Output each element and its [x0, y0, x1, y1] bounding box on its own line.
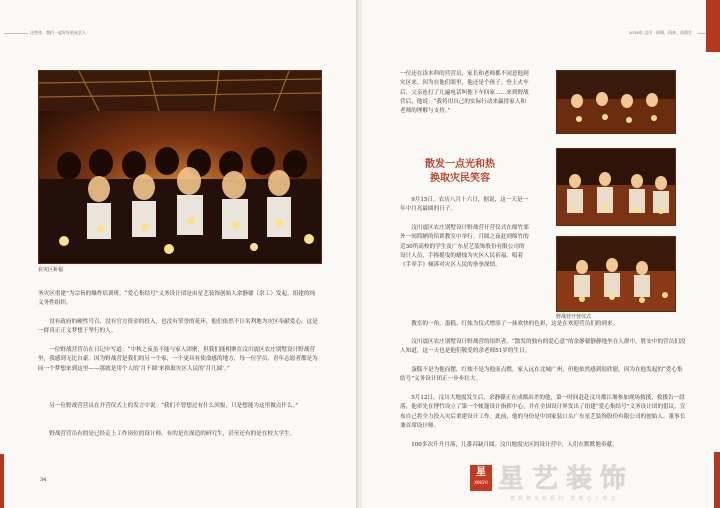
brand-logo-glyph: 星: [476, 467, 486, 478]
students-vigil-photo-2: [556, 148, 676, 226]
right-intro-paragraph: 一位还在读本科的营营员，家长和老师都不同意他到灾区来。因为在他们眼里，他还是个孩子。登上火车后，父亲连打了几遍电话叫他下车回家……来到野战营后，他说：“我将用自己的实际行动来赢得家人和老师的理解与支持。”: [400, 71, 529, 115]
right-paragraph-7: 100多次升升月落，儿番吞缺月圆。汶川地震灾区的设计营中，人们在默默地奉献。: [411, 442, 618, 448]
right-paragraph-3: 教室的一角，蛋糕、红烛为仪式增添了一抹欢快的色彩，这是在欢迎营员们的到来。: [411, 321, 619, 327]
brand-watermark: [470, 465, 716, 503]
left-paragraph-1: 务灾区重建”为宗旨的爆炸培训班。“爱心集结号”义务设计团是由星艺装饰创始人余静赣（余工）发起、组建的纯义务性组织。: [38, 291, 316, 307]
left-page-header: [30, 30, 86, 36]
right-photo-caption: 野战营开营仪式: [556, 314, 592, 320]
section-title-line-2: 换取灾民笑容: [430, 173, 490, 184]
section-title-line-1: 散发一点光和热: [425, 159, 495, 170]
right-paragraph-6: 5月12日，汶川大地震发生后，余静赣正在成都出差的他，第一时间赶赴汶川都江堰参加现场救援，救援告一段落，他率先在博竹设立了第一个帐篷设计指挥中心，并在全国设计界发出了组建“爱心集结号”义务设计团的倡议，宣布自己将全力投入灾后重建设计工作。此前，他的身份是中国家装口头广东星艺装饰股份有限公司的创始人、董事长兼首席设计师。: [400, 395, 686, 429]
left-photo-caption: 在灾区祈福: [38, 267, 64, 273]
left-paragraph-4: 另一位野战营营员在开营仪式上的发言中说：“我们不曾想过有什么回报，只是想能为这里做点什么。”: [49, 403, 299, 409]
right-paragraph-5: 蛋糕不是为他而摆，红烛不是为他而点燃。家人远在北城广州，但他依然感到很欣慰，因为在他发起的“爱心集结号”义务设计团正一步步壮大。: [400, 367, 683, 383]
left-paragraph-3: 一位野战营营员在日记中写道：“中秋之夜虽不能与家人团聚，但我们能相聚在汶川震区农庄别墅设计野战营里，我感到无比自豪。因为野战营是我们的另一个家，一个更具有使命感的地方，每一位学员、青年志愿者都是为同一个梦想来到这里——那就是用个人的‘月不圆’来换取灾区人民的‘月儿圆’。”: [38, 347, 318, 372]
corner-accent: [0, 454, 4, 508]
brand-watermark-title: 星艺装饰: [498, 464, 635, 494]
students-vigil-photo-1: [556, 70, 676, 134]
header-rule: [4, 33, 28, 34]
page-number: 34: [40, 477, 47, 483]
students-vigil-photo-3: [556, 236, 676, 312]
left-page: [0, 0, 358, 508]
left-paragraph-2: 没有政府的硬性号召，没有官方资金的投入，也没有荣誉的花环，他们依然不计名利地为灾区奉献爱心，这是一群真正正义梦想于坚行的人。: [38, 319, 318, 335]
corner-accent: [706, 0, 720, 52]
section-title: [400, 158, 520, 186]
right-paragraph-1: 9月15日，农历八月十六日，据说，这一天是一年中月亮最圆的日子。: [400, 197, 529, 213]
right-paragraph-4: 汶川震区农庄别墅设计野战营的组织者、“散发的独有的爱心意”的余静赣静静地坐在人群中，胜安中的营员们没人知道，这一天也是他们敬爱的余老师51岁的生日。: [400, 339, 686, 355]
right-page-header: [629, 30, 692, 36]
left-header-text: 这些年，我们一起好好的星艺人: [30, 30, 86, 35]
brand-logo-icon: [470, 465, 492, 491]
right-paragraph-2: 汶川震区农庄别墅设计野战营开营仪式在绵竹郊外一间简陋的培训教室中举行。月圆之夜赶到绵竹的近30所高校的学生及广东星艺装饰股份有限公司的设计人员，手捧摇曳的蜡烛为灾区人民祈福，唱着《手牵手》倾诉对灾区人民的拳拳深情。: [400, 225, 529, 269]
brand-logo-text: XINGYI: [474, 480, 488, 485]
candle-vigil-photo: [38, 70, 322, 264]
right-header-text: 2018年 汶川 · 再聚、再来、再重生: [628, 30, 692, 35]
left-paragraph-5: 野战营营员有的是已经走上工作岗位的设计师，有的是在深造的研究生，甚至还有的是在校大学生。: [49, 431, 296, 437]
brand-watermark-slogan: 把装修交给我们 您放心上班去: [510, 496, 619, 502]
